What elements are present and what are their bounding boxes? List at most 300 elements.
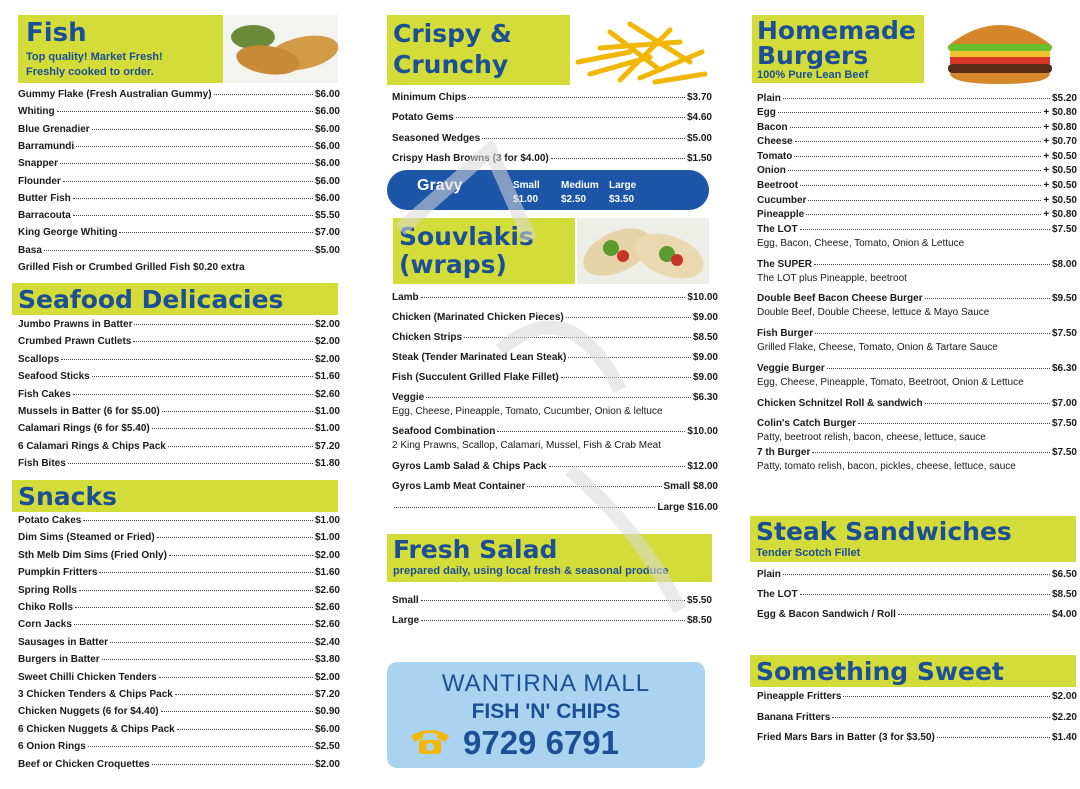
souvlakis-item-row [392, 332, 718, 343]
chips-photo [570, 12, 710, 88]
fish-item-row [18, 210, 340, 221]
dot-leader [63, 181, 313, 182]
souvlakis-item-row [392, 426, 718, 437]
snacks-item-row [18, 672, 340, 683]
seafood-item-row [18, 371, 340, 382]
snacks-item-name: Potato Cakes [18, 515, 82, 526]
fish-subtitle-1: Top quality! Market Fresh! [26, 51, 163, 63]
store-info-box [387, 662, 705, 768]
dot-leader [73, 394, 313, 395]
burgers-item-row [757, 418, 1077, 429]
seafood-item-name: Seafood Sticks [18, 371, 90, 382]
dot-leader [551, 158, 685, 159]
dot-leader [119, 232, 313, 233]
dot-leader [426, 397, 691, 398]
dot-leader [815, 333, 1050, 334]
dot-leader [858, 423, 1050, 424]
snacks-item-name: Sweet Chilli Chicken Tenders [18, 672, 157, 683]
souvlakis-item-name: Chicken (Marinated Chicken Pieces) [392, 312, 564, 323]
souvlakis-item-name: Gyros Lamb Meat Container [392, 481, 526, 492]
dot-leader [177, 729, 313, 730]
fish-item-name: Snapper [18, 158, 59, 169]
sweet-title: Something Sweet [756, 657, 1004, 686]
fish-subtitle-2: Freshly cooked to order. [26, 66, 154, 78]
fish-item-row [18, 227, 340, 238]
dot-leader [788, 170, 1041, 171]
snacks-item-name: Chiko Rolls [18, 602, 74, 613]
dot-leader [464, 337, 691, 338]
salad-subtitle: prepared daily, using local fresh & seasonal produce [393, 565, 669, 577]
dot-leader [133, 341, 313, 342]
dot-leader [60, 163, 313, 164]
burgers-item-row [757, 293, 1077, 304]
seafood-item-price: $2.00 [314, 319, 340, 330]
snacks-item-price: $2.60 [314, 619, 340, 630]
dot-leader [102, 659, 313, 660]
souvlakis-item-price: $8.50 [692, 332, 718, 343]
dot-leader [83, 520, 313, 521]
fish-item-price: $6.00 [314, 176, 340, 187]
snacks-header [12, 480, 338, 512]
snacks-item-name: Burgers in Batter [18, 654, 100, 665]
dot-leader [800, 594, 1050, 595]
snacks-item-price: $2.40 [314, 637, 340, 648]
snacks-item-price: $2.60 [314, 585, 340, 596]
snacks-item-row [18, 550, 340, 561]
dot-leader [421, 600, 685, 601]
burgers-item-row [757, 165, 1077, 176]
burgers-item-price: $7.50 [1051, 224, 1077, 235]
dot-leader [421, 620, 685, 621]
burgers-item-name: Chicken Schnitzel Roll & sandwich [757, 398, 923, 409]
snacks-item-name: Beef or Chicken Croquettes [18, 759, 150, 770]
fish-item-row [18, 124, 340, 135]
crispy-item-price: $4.60 [686, 112, 712, 123]
snacks-item-row [18, 585, 340, 596]
dot-leader [800, 229, 1050, 230]
dot-leader [421, 297, 686, 298]
souvlakis-item-row [392, 481, 718, 492]
dot-leader [175, 694, 313, 695]
dot-leader [456, 117, 685, 118]
souvlakis-item-row [392, 461, 718, 472]
sweet-item-price: $2.00 [1051, 691, 1077, 702]
souvlakis-item-name: Steak (Tender Marinated Lean Steak) [392, 352, 567, 363]
gravy-label: Gravy [417, 177, 463, 194]
souvlakis-item-name: Gyros Lamb Salad & Chips Pack [392, 461, 547, 472]
burgers-item-name: Cheese [757, 136, 793, 147]
fish-item-price: $6.00 [314, 158, 340, 169]
burgers-item-description: Egg, Cheese, Pineapple, Tomato, Beetroot, Onion & Lettuce [757, 377, 1024, 388]
dot-leader [152, 764, 313, 765]
snacks-item-row [18, 619, 340, 630]
dot-leader [566, 317, 691, 318]
burgers-item-price: $7.50 [1051, 418, 1077, 429]
burgers-subtitle: 100% Pure Lean Beef [757, 69, 869, 81]
fish-item-name: Blue Grenadier [18, 124, 90, 135]
burgers-item-row [757, 447, 1077, 458]
dot-leader [92, 129, 313, 130]
burgers-item-price: $5.20 [1051, 93, 1077, 104]
seafood-item-row [18, 336, 340, 347]
burgers-item-price: $7.00 [1051, 398, 1077, 409]
burgers-item-description: Double Beef, Double Cheese, lettuce & Mayo Sauce [757, 307, 990, 318]
snacks-item-name: 3 Chicken Tenders & Chips Pack [18, 689, 173, 700]
burgers-item-description: Patty, tomato relish, bacon, pickles, cheese, lettuce, sauce [757, 461, 1016, 472]
burgers-item-name: Double Beef Bacon Cheese Burger [757, 293, 923, 304]
burgers-item-name: Fish Burger [757, 328, 814, 339]
souvlakis-item-row [392, 352, 718, 363]
crispy-item-price: $3.70 [686, 92, 712, 103]
dot-leader [549, 466, 686, 467]
burgers-item-row [757, 259, 1077, 270]
burgers-item-price: $7.50 [1051, 328, 1077, 339]
burgers-item-price: $9.50 [1051, 293, 1077, 304]
seafood-item-row [18, 423, 340, 434]
burgers-item-description: The LOT plus Pineapple, beetroot [757, 273, 907, 284]
fish-item-row [18, 176, 340, 187]
store-phone: 9729 6791 [463, 724, 619, 761]
dot-leader [778, 112, 1041, 113]
souvlakis-title-line-1: Souvlakis [399, 222, 534, 251]
snacks-item-name: 6 Onion Rings [18, 741, 86, 752]
burgers-item-name: Bacon [757, 122, 788, 133]
sweet-item-row [757, 712, 1077, 723]
burgers-item-name: Egg [757, 107, 776, 118]
souvlakis-item-row [392, 392, 718, 403]
souvlakis-item-name: Fish (Succulent Grilled Flake Fillet) [392, 372, 559, 383]
dot-leader [468, 97, 685, 98]
dot-leader [898, 614, 1050, 615]
dot-leader [99, 572, 313, 573]
dot-leader [806, 214, 1041, 215]
steak-item-price: $6.50 [1051, 569, 1077, 580]
burgers-item-row [757, 398, 1077, 409]
dot-leader [214, 94, 313, 95]
burgers-item-price: + $0.80 [1043, 122, 1077, 133]
sweet-item-row [757, 691, 1077, 702]
dot-leader [482, 138, 685, 139]
dot-leader [783, 98, 1050, 99]
seafood-item-name: Fish Cakes [18, 389, 71, 400]
wrap-photo [577, 218, 709, 284]
burgers-item-description: Egg, Bacon, Cheese, Tomato, Onion & Lettuce [757, 238, 965, 249]
burgers-item-name: Beetroot [757, 180, 799, 191]
snacks-item-row [18, 759, 340, 770]
souvlakis-item-price: $6.30 [692, 392, 718, 403]
fish-item-price: $6.00 [314, 124, 340, 135]
souvlakis-item-row [392, 372, 718, 383]
steak-item-name: The LOT [757, 589, 798, 600]
dot-leader [812, 452, 1050, 453]
snacks-item-name: Sth Melb Dim Sims (Fried Only) [18, 550, 167, 561]
snacks-item-name: Corn Jacks [18, 619, 72, 630]
gravy-size-medium: Medium [561, 180, 599, 191]
dot-leader [79, 590, 313, 591]
dot-leader [843, 696, 1050, 697]
dot-leader [568, 357, 691, 358]
dot-leader [814, 264, 1050, 265]
dot-leader [783, 574, 1050, 575]
crispy-item-row [392, 112, 712, 123]
dot-leader [75, 607, 313, 608]
snacks-item-row [18, 689, 340, 700]
dot-leader [57, 111, 313, 112]
salad-item-name: Large [392, 615, 420, 626]
snacks-item-row [18, 741, 340, 752]
seafood-item-price: $1.00 [314, 406, 340, 417]
seafood-item-name: Calamari Rings (6 for $5.40) [18, 423, 150, 434]
burgers-item-name: 7 th Burger [757, 447, 811, 458]
souvlakis-item-price: $9.00 [692, 372, 718, 383]
souvlakis-item-description: Egg, Cheese, Pineapple, Tomato, Cucumber, Onion & leltuce [392, 406, 663, 417]
dot-leader [527, 486, 661, 487]
dot-leader [808, 200, 1041, 201]
snacks-item-name: 6 Chicken Nuggets & Chips Pack [18, 724, 175, 735]
sweet-header [750, 655, 1076, 687]
sweet-item-name: Fried Mars Bars in Batter (3 for $3.50) [757, 732, 935, 743]
burgers-item-description: Grilled Flake, Cheese, Tomato, Onion & Tartare Sauce [757, 342, 998, 353]
snacks-item-row [18, 654, 340, 665]
crispy-item-row [392, 153, 712, 164]
gravy-price-large: $3.50 [609, 194, 635, 205]
burgers-item-row [757, 328, 1077, 339]
steak-item-price: $4.00 [1051, 609, 1077, 620]
fish-item-price: $7.00 [314, 227, 340, 238]
fried-fish-photo [223, 15, 338, 83]
burgers-item-row [757, 107, 1077, 118]
burgers-item-price: + $0.50 [1043, 165, 1077, 176]
souvlakis-item-price: $9.00 [692, 312, 718, 323]
snacks-title: Snacks [18, 482, 117, 511]
snacks-item-price: $1.60 [314, 567, 340, 578]
snacks-item-row [18, 532, 340, 543]
seafood-item-name: Crumbed Prawn Cutlets [18, 336, 132, 347]
burgers-item-row [757, 180, 1077, 191]
burgers-title-line-1: Homemade [757, 16, 916, 45]
souvlakis-item-price: Small $8.00 [663, 481, 718, 492]
dot-leader [827, 368, 1050, 369]
burgers-item-name: Veggie Burger [757, 363, 825, 374]
seafood-title: Seafood Delicacies [18, 285, 284, 314]
fish-item-price: $5.00 [314, 245, 340, 256]
fish-title: Fish [26, 18, 87, 48]
souvlakis-item-price: $10.00 [687, 292, 718, 303]
burgers-title-line-2: Burgers [757, 41, 869, 70]
seafood-header [12, 283, 338, 315]
salad-header [387, 534, 712, 582]
snacks-item-name: Sausages in Batter [18, 637, 109, 648]
burgers-item-description: Patty, beetroot relish, bacon, cheese, lettuce, sauce [757, 432, 986, 443]
dot-leader [937, 737, 1050, 738]
crispy-item-name: Potato Gems [392, 112, 454, 123]
dot-leader [925, 403, 1050, 404]
burgers-item-price: + $0.50 [1043, 151, 1077, 162]
burgers-item-name: Pineapple [757, 209, 805, 220]
fish-item-row [18, 141, 340, 152]
seafood-item-price: $1.80 [314, 458, 340, 469]
burgers-item-price: + $0.80 [1043, 107, 1077, 118]
salad-item-row [392, 595, 712, 606]
burgers-header [752, 15, 924, 83]
souvlakis-item-row [392, 312, 718, 323]
seafood-item-name: Scallops [18, 354, 60, 365]
salad-title: Fresh Salad [393, 535, 558, 564]
burgers-item-name: The SUPER [757, 259, 813, 270]
burgers-item-row [757, 224, 1077, 235]
souvlakis-header [393, 218, 575, 284]
snacks-item-price: $6.00 [314, 724, 340, 735]
salad-item-price: $8.50 [686, 615, 712, 626]
fish-item-row [18, 193, 340, 204]
fish-item-price: $5.50 [314, 210, 340, 221]
seafood-item-row [18, 319, 340, 330]
snacks-item-price: $1.00 [314, 515, 340, 526]
fish-item-name: Gummy Flake (Fresh Australian Gummy) [18, 89, 212, 100]
seafood-item-row [18, 354, 340, 365]
dot-leader [68, 463, 313, 464]
snacks-item-row [18, 515, 340, 526]
store-subname: FISH 'N' CHIPS [471, 700, 621, 723]
burgers-item-row [757, 151, 1077, 162]
crispy-item-name: Seasoned Wedges [392, 133, 481, 144]
seafood-item-price: $1.00 [314, 423, 340, 434]
gravy-size-small: Small [513, 180, 540, 191]
snacks-item-name: Dim Sims (Steamed or Fried) [18, 532, 155, 543]
dot-leader [394, 507, 655, 508]
dot-leader [169, 555, 313, 556]
gravy-price-small: $1.00 [513, 194, 539, 205]
souvlakis-item-price: $12.00 [687, 461, 718, 472]
snacks-item-name: Pumpkin Fritters [18, 567, 98, 578]
fish-item-name: Barracouta [18, 210, 71, 221]
seafood-item-price: $7.20 [314, 441, 340, 452]
steak-item-row [757, 589, 1077, 600]
seafood-item-price: $2.00 [314, 336, 340, 347]
burgers-item-row [757, 209, 1077, 220]
dot-leader [832, 717, 1050, 718]
crispy-title-line-2: Crunchy [393, 50, 509, 79]
seafood-item-row [18, 389, 340, 400]
dot-leader [162, 411, 313, 412]
snacks-item-price: $1.00 [314, 532, 340, 543]
dot-leader [925, 298, 1050, 299]
steak-item-price: $8.50 [1051, 589, 1077, 600]
burgers-item-row [757, 136, 1077, 147]
crispy-title-line-1: Crispy & [393, 19, 512, 48]
burgers-item-price: $7.50 [1051, 447, 1077, 458]
dot-leader [800, 185, 1041, 186]
dot-leader [159, 677, 313, 678]
snacks-item-name: Chicken Nuggets (6 for $4.40) [18, 706, 159, 717]
burgers-item-row [757, 122, 1077, 133]
burgers-item-name: Plain [757, 93, 781, 104]
burgers-item-price: + $0.50 [1043, 180, 1077, 191]
seafood-item-name: Mussels in Batter (6 for $5.00) [18, 406, 160, 417]
fish-item-name: Butter Fish [18, 193, 71, 204]
fish-item-row [18, 106, 340, 117]
dot-leader [134, 324, 313, 325]
sweet-item-row [757, 732, 1077, 743]
burgers-item-price: $8.00 [1051, 259, 1077, 270]
snacks-item-name: Spring Rolls [18, 585, 77, 596]
store-name: WANTIRNA MALL [441, 670, 651, 697]
fish-item-row [18, 245, 340, 256]
souvlakis-item-price: Large $16.00 [657, 502, 718, 513]
burgers-item-price: + $0.50 [1043, 195, 1077, 206]
sweet-item-price: $1.40 [1051, 732, 1077, 743]
seafood-item-price: $2.00 [314, 354, 340, 365]
sweet-item-price: $2.20 [1051, 712, 1077, 723]
dot-leader [497, 431, 685, 432]
fish-item-price: $6.00 [314, 141, 340, 152]
sweet-item-name: Banana Fritters [757, 712, 831, 723]
dot-leader [73, 215, 313, 216]
souvlakis-item-row [392, 292, 718, 303]
dot-leader [110, 642, 313, 643]
crispy-item-price: $5.00 [686, 133, 712, 144]
souvlakis-item-price: $9.00 [692, 352, 718, 363]
fish-item-row [18, 158, 340, 169]
crispy-item-row [392, 133, 712, 144]
dot-leader [61, 359, 313, 360]
dot-leader [561, 377, 691, 378]
snacks-item-price: $2.60 [314, 602, 340, 613]
steak-subtitle: Tender Scotch Fillet [756, 547, 861, 559]
fish-header [18, 15, 223, 83]
burgers-item-price: + $0.70 [1043, 136, 1077, 147]
burgers-item-name: Cucumber [757, 195, 807, 206]
dot-leader [795, 141, 1042, 142]
snacks-item-price: $2.50 [314, 741, 340, 752]
snacks-item-price: $2.00 [314, 672, 340, 683]
phone-icon [407, 724, 453, 758]
dot-leader [161, 711, 313, 712]
souvlakis-item-row [392, 502, 718, 513]
snacks-item-price: $3.80 [314, 654, 340, 665]
fish-item-name: Flounder [18, 176, 61, 187]
steak-header [750, 516, 1076, 562]
dot-leader [74, 624, 313, 625]
salad-item-price: $5.50 [686, 595, 712, 606]
crispy-item-price: $1.50 [686, 153, 712, 164]
souvlakis-item-name: Veggie [392, 392, 425, 403]
fish-item-name: King George Whiting [18, 227, 118, 238]
steak-item-name: Egg & Bacon Sandwich / Roll [757, 609, 896, 620]
snacks-item-price: $2.00 [314, 550, 340, 561]
fish-item-price: $6.00 [314, 193, 340, 204]
seafood-item-row [18, 458, 340, 469]
dot-leader [168, 446, 313, 447]
burgers-item-name: Onion [757, 165, 786, 176]
fish-grilled-note: Grilled Fish or Crumbed Grilled Fish $0.20 extra [18, 262, 245, 273]
fish-item-name: Barramundi [18, 141, 75, 152]
dot-leader [92, 376, 313, 377]
souvlakis-item-description: 2 King Prawns, Scallop, Calamari, Mussel, Fish & Crab Meat [392, 440, 661, 451]
crispy-item-name: Minimum Chips [392, 92, 467, 103]
steak-item-row [757, 609, 1077, 620]
burgers-item-row [757, 93, 1077, 104]
snacks-item-row [18, 706, 340, 717]
snacks-item-row [18, 567, 340, 578]
snacks-item-row [18, 724, 340, 735]
crispy-header [387, 15, 570, 85]
snacks-item-row [18, 602, 340, 613]
dot-leader [794, 156, 1041, 157]
seafood-item-name: Jumbo Prawns in Batter [18, 319, 133, 330]
salad-item-row [392, 615, 712, 626]
dot-leader [157, 537, 313, 538]
